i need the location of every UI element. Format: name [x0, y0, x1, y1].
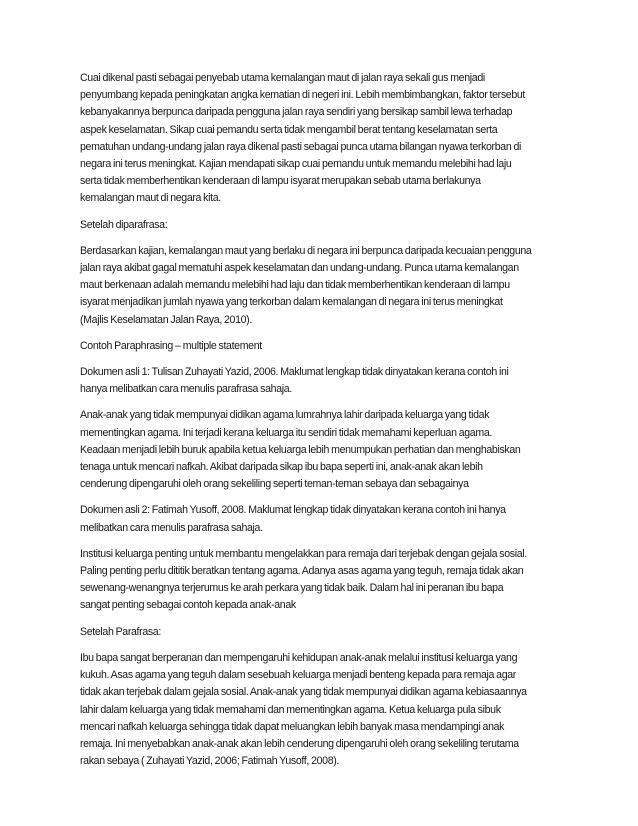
final-paraphrased-paragraph — [80, 650, 562, 770]
document-page — [80, 70, 562, 779]
text-line: kebanyakannya berpunca daripada pengguna jalan raya sendiri yang bersikap sambil lewa terhadap — [80, 106, 513, 119]
text-line: Institusi keluarga penting untuk membantu mengelakkan para remaja dari terjebak dengan gejala sosial. — [80, 547, 527, 560]
text-line: Keadaan menjadi lebih buruk apabila ketua keluarga lebih menumpukan perhatian dan menghabiskan — [80, 443, 521, 456]
text-line: Paling penting perlu dititik beratkan tentang agama. Adanya asas agama yang teguh, remaja tidak akan — [80, 565, 524, 578]
text-line: jalan raya akibat gagal mematuhi aspek keselamatan dan undang-undang. Punca utama kemalangan — [80, 262, 519, 275]
text-line: Dokumen asli 2: Fatimah Yusoff, 2008. Maklumat lengkap tidak dinyatakan kerana contoh ini hanya — [80, 504, 506, 517]
heading-setelah-parafrasa — [80, 624, 562, 641]
text-line: hanya melibatkan cara menulis parafrasa sahaja. — [80, 383, 292, 396]
text-line: isyarat menjadikan jumlah nyawa yang terkorban dalam kemalangan di negara ini terus meningkat — [80, 296, 503, 309]
text-line: maut berkenaan adalah memandu melebihi had laju dan tidak memberhentikan kenderaan di lampu — [80, 279, 510, 292]
text-line: sewenang-wenangnya terjerumus ke arah perkara yang tidak baik. Dalam hal ini peranan ibu bapa — [80, 582, 504, 595]
text-line: Setelah diparafrasa: — [80, 218, 168, 231]
text-line: negara ini terus meningkat. Kajian mendapati sikap cuai pemandu untuk memandu melebihi had laju — [80, 158, 512, 171]
dokumen-asli-2-text — [80, 546, 562, 615]
text-line: rakan sebaya ( Zuhayati Yazid, 2006; Fatimah Yusoff, 2008). — [80, 755, 340, 768]
text-line: Cuai dikenal pasti sebagai penyebab utama kemalangan maut di jalan raya sekali gus menjadi — [80, 72, 485, 84]
text-line: cenderung dipengaruhi oleh orang sekeliling seperti teman-teman sebaya dan sebagainya — [80, 478, 469, 491]
dokumen-asli-1-heading — [80, 364, 562, 398]
text-line: remaja. Ini menyebabkan anak-anak akan lebih cenderung dipengaruhi oleh orang sekeliling terutama — [80, 737, 519, 750]
text-line: mencari nafkah keluarga sehingga tidak dapat meluangkan lebih banyak masa mendampingi anak — [80, 720, 505, 733]
text-line: melibatkan cara menulis parafrasa sahaja. — [80, 521, 263, 534]
text-line: kukuh. Asas agama yang teguh dalam sesebuah keluarga menjadi benteng kepada para remaja agar — [80, 669, 516, 682]
text-line: Ibu bapa sangat berperanan dan mempengaruhi kehidupan anak-anak melalui institusi keluarga yang — [80, 651, 518, 664]
dokumen-asli-2-heading — [80, 502, 562, 536]
text-line: Dokumen asli 1: Tulisan Zuhayati Yazid, 2006. Maklumat lengkap tidak dinyatakan kerana contoh ini — [80, 366, 509, 379]
intro-paragraph — [80, 70, 562, 208]
text-line: serta tidak memberhentikan kenderaan di lampu isyarat merupakan sebab utama berlakunya — [80, 175, 481, 188]
text-line: mementingkan agama. Ini terjadi kerana keluarga itu sendiri tidak memahami keperluan agama. — [80, 426, 492, 439]
text-line: Setelah Parafrasa: — [80, 625, 161, 638]
dokumen-asli-1-text — [80, 407, 562, 493]
heading-setelah-diparafrasa — [80, 217, 562, 234]
text-line: sangat penting sebagai contoh kepada anak-anak — [80, 599, 296, 612]
text-line: pematuhan undang-undang jalan raya dikenal pasti sebagai punca utama bilangan nyawa terkorban di — [80, 140, 521, 153]
text-line: Berdasarkan kajian, kemalangan maut yang berlaku di negara ini berpunca daripada kecuaian pengguna — [80, 244, 532, 257]
heading-contoh-paraphrasing — [80, 338, 562, 355]
text-line: Anak-anak yang tidak mempunyai didikan agama lumrahnya lahir daripada keluarga yang tidak — [80, 409, 490, 422]
text-line: aspek keselamatan. Sikap cuai pemandu serta tidak mengambil berat tentang keselamatan serta — [80, 123, 498, 136]
text-line: (Majlis Keselamatan Jalan Raya, 2010). — [80, 313, 252, 326]
text-line: penyumbang kepada peningkatan angka kematian di negeri ini. Lebih membimbangkan, faktor tersebut — [80, 89, 525, 102]
text-line: tenaga untuk mencari nafkah. Akibat daripada sikap ibu bapa seperti ini, anak-anak akan lebih — [80, 461, 483, 474]
text-line: tidak akan terjebak dalam gejala sosial. Anak-anak yang tidak mempunyai didikan agama kebiasaannya — [80, 686, 527, 699]
paraphrased-paragraph — [80, 243, 562, 329]
text-line: Contoh Paraphrasing – multiple statement — [80, 339, 262, 352]
text-line: lahir dalam keluarga yang tidak memahami dan mementingkan agama. Ketua keluarga pula sibuk — [80, 703, 501, 716]
text-line: kemalangan maut di negara kita. — [80, 192, 221, 205]
